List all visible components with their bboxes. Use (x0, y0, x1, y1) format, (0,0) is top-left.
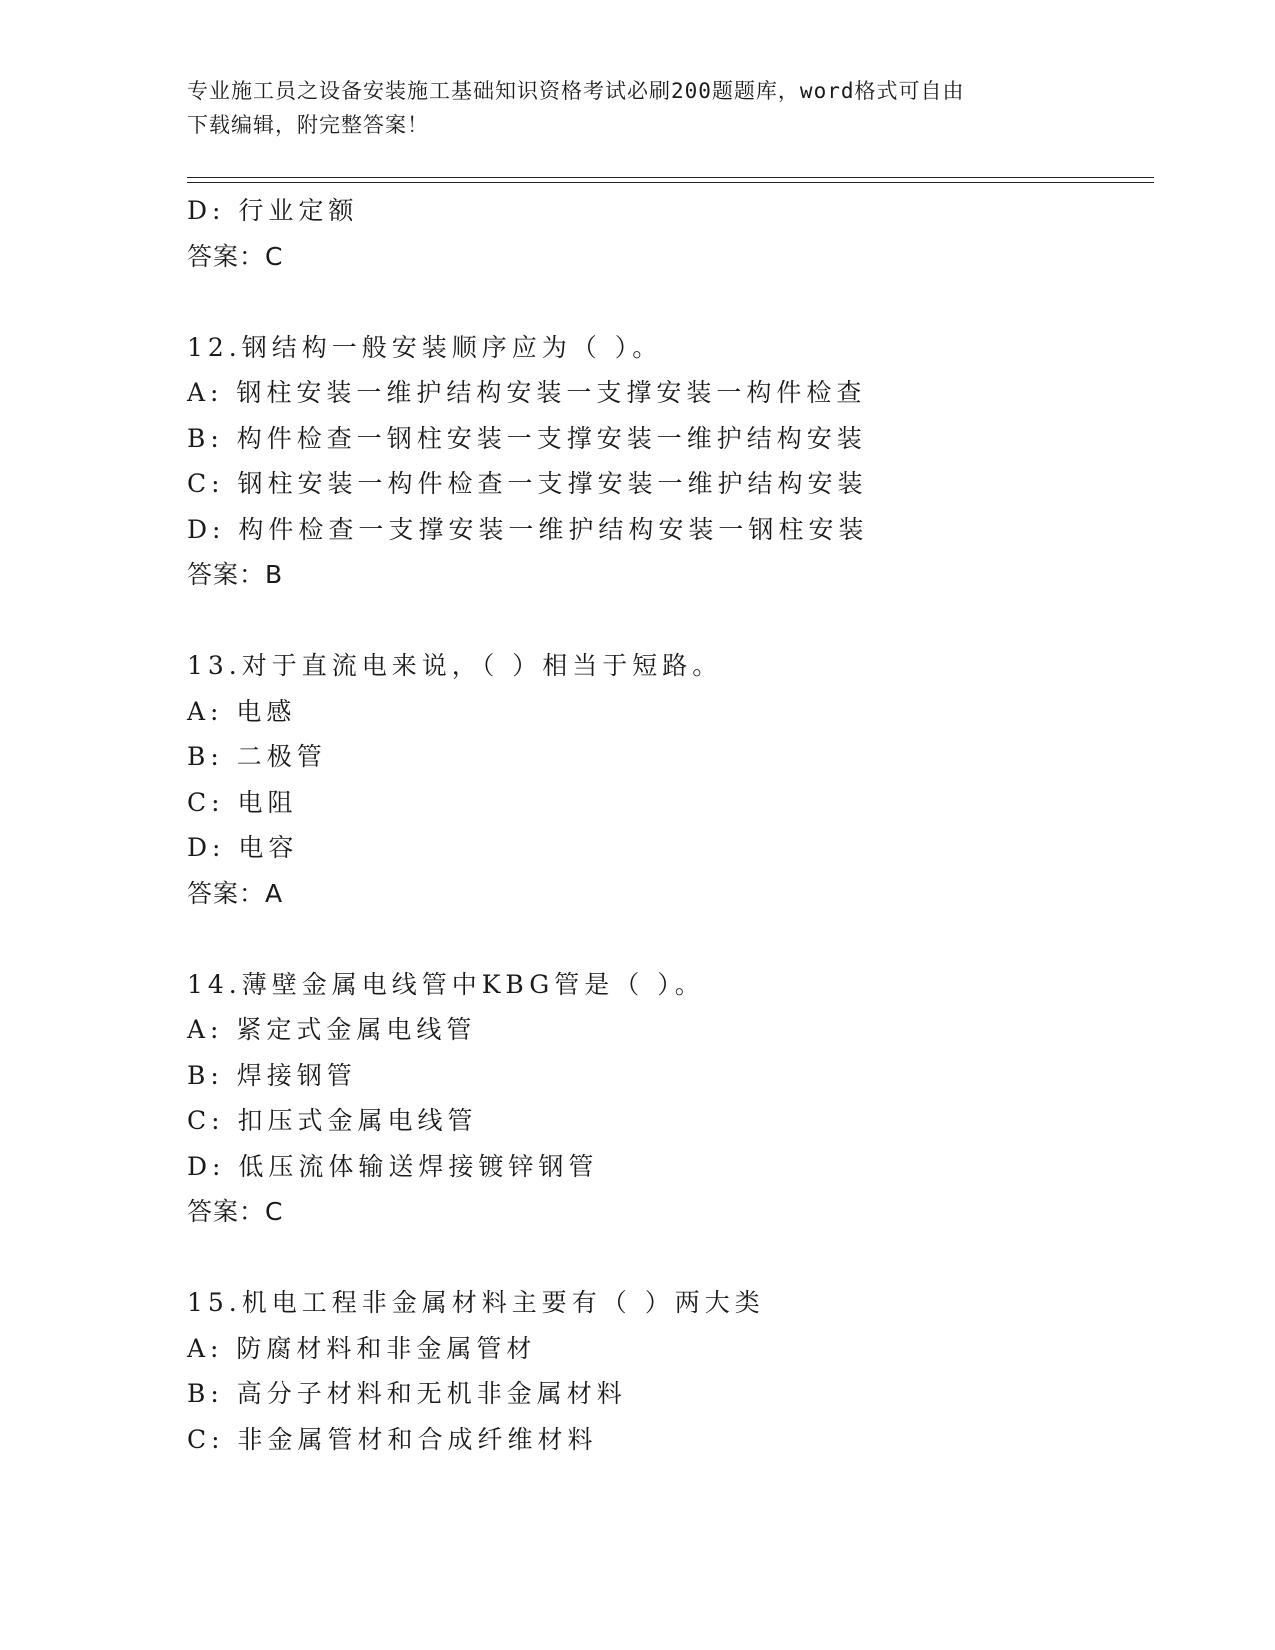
q13-option-a: A: 电感 (187, 696, 297, 726)
q12-option-a: A: 钢柱安装一维护结构安装一支撑安装一构件检查 (187, 378, 867, 407)
q14-option-a: A: 紧定式金属电线管 (187, 1015, 477, 1044)
q14-option-b: B: 焊接钢管 (187, 1060, 357, 1090)
q13-option-b: B: 二极管 (187, 742, 327, 771)
q13-option-d: D: 电容 (187, 833, 299, 862)
q15-option-b: B: 高分子材料和无机非金属材料 (187, 1379, 627, 1408)
q12-option-d: D: 构件检查一支撑安装一维护结构安装一钢柱安装 (187, 514, 869, 544)
q15-stem: 15.机电工程非金属材料主要有（ ）两大类 (187, 1288, 765, 1317)
q14-stem: 14.薄壁金属电线管中KBG管是（ ）。 (187, 969, 705, 999)
spacer (187, 279, 1147, 325)
spacer (187, 598, 1147, 644)
q12-stem: 12.钢结构一般安装顺序应为（ ）。 (187, 332, 663, 362)
q12-answer: 答案：B (187, 560, 284, 589)
q11-answer: 答案：C (187, 241, 284, 271)
q15-option-a: A: 防腐材料和非金属管材 (187, 1333, 537, 1363)
q11-option-d: D: 行业定额 (187, 196, 359, 225)
q12-option-b: B: 构件检查一钢柱安装一支撑安装一维护结构安装 (187, 423, 867, 453)
document-header (187, 74, 1067, 142)
q14-option-d: D: 低压流体输送焊接镀锌钢管 (187, 1151, 599, 1181)
header-line-2: 下载编辑，附完整答案！ (187, 113, 429, 137)
q13-option-c: C: 电阻 (187, 787, 298, 817)
header-divider-top (187, 177, 1154, 178)
q14-answer: 答案：C (187, 1197, 284, 1226)
q13-answer: 答案：A (187, 878, 284, 908)
question-list (187, 188, 1147, 1462)
q13-stem: 13.对于直流电来说，（ ）相当于短路。 (187, 651, 723, 680)
header-divider-bottom (187, 182, 1154, 183)
q12-option-c: C: 钢柱安装一构件检查一支撑安装一维护结构安装 (187, 469, 868, 498)
q15-option-c: C: 非金属管材和合成纤维材料 (187, 1424, 598, 1454)
spacer (187, 916, 1147, 962)
header-line-1: 专业施工员之设备安装施工基础知识资格考试必刷200题题库，word格式可自由 (187, 79, 965, 103)
q14-option-c: C: 扣压式金属电线管 (187, 1106, 478, 1135)
spacer (187, 1235, 1147, 1281)
